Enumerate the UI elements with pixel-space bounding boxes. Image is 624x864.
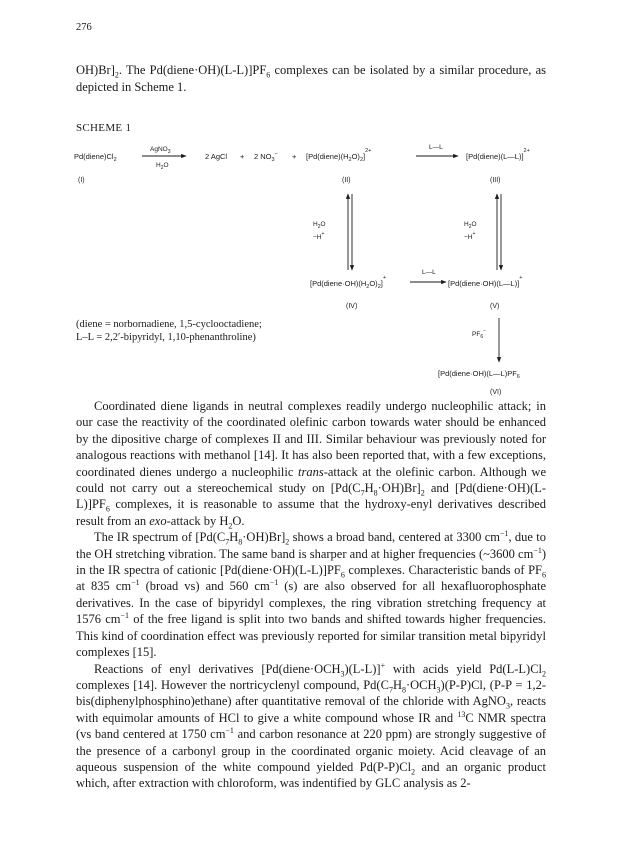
reagent-agno3: AgNO$_3$ bbox=[150, 146, 171, 155]
plus-sign: + bbox=[240, 152, 245, 161]
paragraph-1: Coordinated diene ligands in neutral complexes readily undergo nucleophilic attack; in our case the reactivity of the coordinated olefinic carbon towards water should be enhanced by the dipositive charge of complexes II and III. Similar behaviour was previously noted for analogous reactions with methanol [14]. It has also been reported that, with a few exceptions, coordinated dienes undergo a nucleophilic trans-attack at the olefinic carbon. Although we could not carry out a stereochemical study on $[Pd(C_7H_8\cdot OH)Br]_2$ and $[Pd(diene\cdot OH)(L-L)]PF_6$ complexes, it is reasonable to assume that the hydroxy-enyl derivatives described result from an exo-attack by $H_2O$. bbox=[76, 399, 546, 531]
complex-ii: $[Pd(diene)(H_2O)_2]^{2+}$ bbox=[306, 148, 372, 163]
intro-text: $OH)Br]_2$. The $Pd(diene\cdot OH)(L-L)]PF_6$ complexes can be isolated by a similar procedure, as depicted in Scheme 1. bbox=[76, 63, 546, 94]
label-i: (I) bbox=[78, 177, 85, 184]
complex-vi: [$Pd(diene\cdot OH)(L—L)PF_6$ bbox=[438, 369, 520, 380]
scheme-note-line-1: (diene = norbornadiene, 1,5-cyclooctadiene; bbox=[76, 319, 262, 330]
reagent-h2o: $H_2O$ bbox=[156, 162, 169, 171]
compound-start: $Pd(diene)Cl_2$ bbox=[74, 152, 117, 163]
byproduct-agcl: 2 AgCl bbox=[205, 152, 228, 161]
complex-iii: [Pd(diene)(L—L)]$^{2+}$ bbox=[466, 148, 530, 161]
label-iii: (III) bbox=[490, 177, 501, 184]
paragraph-3: Reactions of enyl derivatives $[Pd(diene\cdot OCH_3)(L-L)]^+$ with acids yield $Pd(L-L)Cl_2$ complexes [14]. However the nortricyclenyl compound, $Pd(C_7H_8\cdot OCH_3)(P-P)Cl$, (P-P = 1,2-bis(diphenylphosphino)ethane) after quantitative removal of the chloride with AgNO$_3$, reacts with equimolar amounts of HCl to give a white compound whose IR and $^{13}$C NMR spectra (vs band centered at 1750 $cm^{-1}$ and carbon resonance at 220 ppm) are strongly suggestive of the presence of a carbonyl group in the coordinated organic moiety. Acid cleavage of an aqueous suspension of the white compound yielded $Pd(P-P)Cl_2$ and an organic product which, after extraction with chloroform, was indentified by GLC analysis as 2- bbox=[76, 660, 546, 791]
ll-label-top: L—L bbox=[429, 144, 443, 151]
water-left: $H_2O$ bbox=[313, 221, 326, 230]
label-v: (V) bbox=[490, 303, 500, 310]
minus-h-left: −H+ bbox=[313, 231, 325, 241]
paragraph-2: The IR spectrum of $[Pd(C_7H_8\cdot OH)Br]_2$ shows a broad band, centered at 3300 $cm^{-1}$, due to the OH stretching vibration. The same band is sharper and at higher frequencies (~3600 $cm^{-1}$) in the IR spectra of cationic $[Pd(diene\cdot OH)(L-L)]PF_6$ complexes. Characteristic bands of $PF_6$ at 835 $cm^{-1}$ (broad vs) and 560 $cm^{-1}$ (s) are also observed for all hexafluorophosphate derivatives. In the case of bipyridyl complexes, the ring vibration stretching frequency at 1576 $cm^{-1}$ of the free ligand is split into two bands and shifted towards higher frequencies. This kind of coordination effect was previously reported for similar transition metal bipyridyl complexes [15]. bbox=[76, 529, 547, 660]
ll-label-bottom: L—L bbox=[422, 269, 436, 276]
complex-iv: $[Pd(diene\cdot OH)(H_2O)_2]^+$ bbox=[310, 275, 387, 290]
body-text bbox=[76, 398, 546, 792]
scheme-note bbox=[76, 318, 262, 344]
scheme-title: SCHEME 1 bbox=[76, 122, 132, 134]
reaction-scheme bbox=[70, 140, 590, 400]
complex-v: [Pd(diene·OH)(L—L)]+ bbox=[448, 275, 523, 288]
water-right: $H_2O$ bbox=[464, 221, 477, 230]
page-number: 276 bbox=[76, 22, 92, 33]
pf6-reagent: $PF_6^-$ bbox=[472, 328, 487, 340]
plus-sign-2: + bbox=[292, 152, 297, 161]
label-iv: (IV) bbox=[346, 303, 358, 310]
scheme-note-line-2: L–L = 2,2′-bipyridyl, 1,10-phenanthroline) bbox=[76, 332, 256, 343]
byproduct-no3: 2 $NO_3^-$ bbox=[254, 151, 278, 163]
label-ii: (II) bbox=[342, 177, 351, 184]
minus-h-right: −H+ bbox=[464, 231, 476, 241]
label-vi: (VI) bbox=[490, 389, 502, 396]
